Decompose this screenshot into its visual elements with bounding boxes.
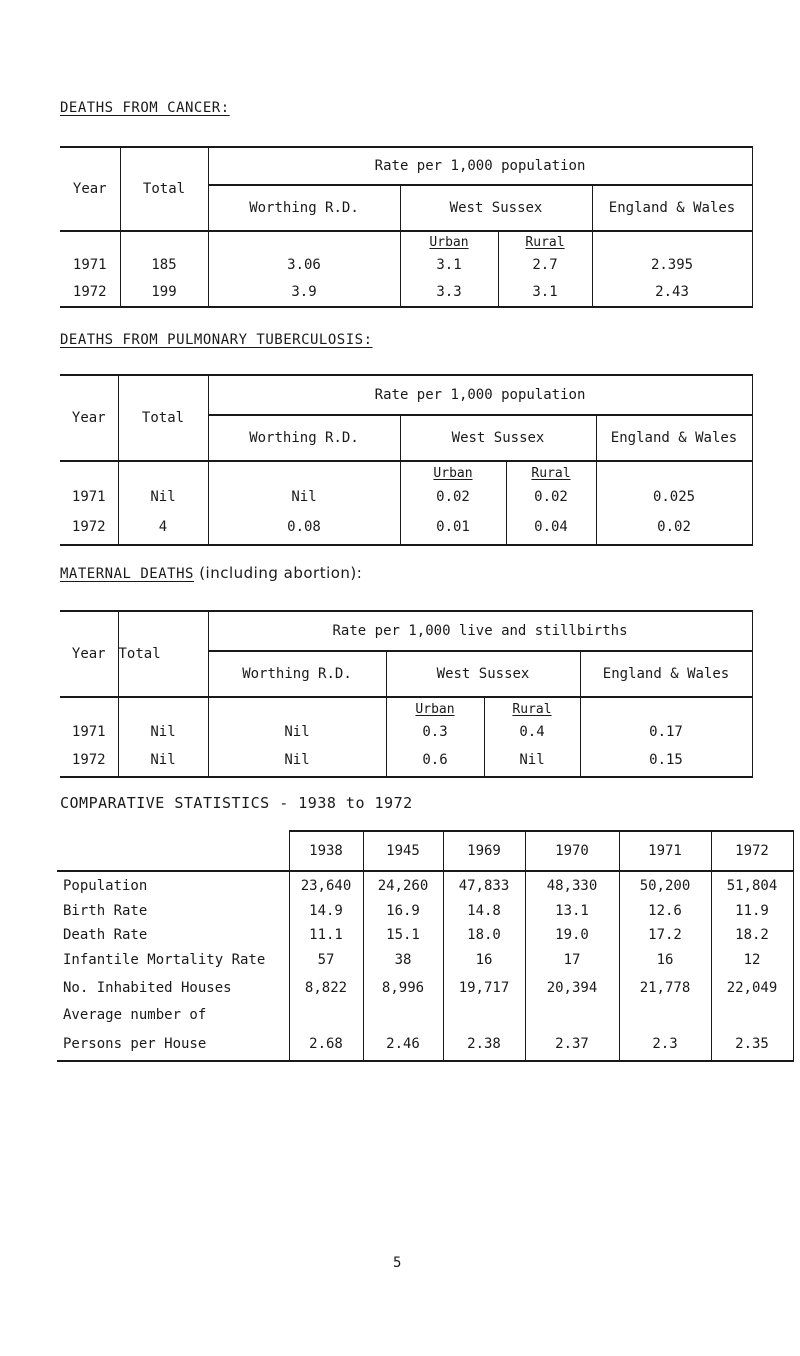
- urban-subheader: Urban: [386, 697, 484, 721]
- tuberculosis-heading: DEATHS FROM PULMONARY TUBERCULOSIS:: [60, 332, 373, 348]
- table-row: No. Inhabited Houses 8,822 8,996 19,717 20,394 21,778 22,049: [57, 973, 793, 1003]
- worthing-header: Worthing R.D.: [208, 415, 400, 461]
- table-row: 1972 4 0.08 0.01 0.04 0.02: [60, 509, 752, 545]
- year-header: 1972: [711, 831, 793, 871]
- comparative-heading: COMPARATIVE STATISTICS - 1938 to 1972: [60, 794, 413, 812]
- page-number: 5: [393, 1255, 402, 1271]
- year-header: 1970: [525, 831, 619, 871]
- urban-subheader: Urban: [400, 231, 498, 253]
- year-header: 1945: [363, 831, 443, 871]
- maternal-table: [60, 610, 753, 778]
- maternal-heading: [60, 564, 362, 582]
- comparative-table: [57, 830, 794, 1062]
- worthing-header: Worthing R.D.: [208, 651, 386, 697]
- table-row: 1972 199 3.9 3.3 3.1 2.43: [60, 277, 752, 307]
- rural-subheader: Rural: [498, 231, 592, 253]
- urban-subheader: Urban: [400, 461, 506, 485]
- table-row: Birth Rate 14.9 16.9 14.8 13.1 12.6 11.9: [57, 899, 793, 923]
- year-header: 1971: [619, 831, 711, 871]
- cancer-heading: DEATHS FROM CANCER:: [60, 100, 230, 116]
- rural-subheader: Rural: [484, 697, 580, 721]
- england-wales-header: England & Wales: [580, 651, 752, 697]
- england-wales-header: England & Wales: [596, 415, 752, 461]
- maternal-heading-title: MATERNAL DEATHS: [60, 566, 194, 582]
- rate-header: Rate per 1,000 population: [208, 147, 752, 185]
- table-row: Persons per House 2.68 2.46 2.38 2.37 2.3 2.35: [57, 1027, 793, 1061]
- table-row: 1971 Nil Nil 0.02 0.02 0.025: [60, 485, 752, 509]
- rate-header: Rate per 1,000 population: [208, 375, 752, 415]
- total-header: Total: [120, 147, 208, 231]
- table-row: 1971 Nil Nil 0.3 0.4 0.17: [60, 721, 752, 743]
- year-header: Year: [60, 611, 118, 697]
- west-sussex-header: West Sussex: [386, 651, 580, 697]
- total-header: Total: [118, 375, 208, 461]
- worthing-header: Worthing R.D.: [208, 185, 400, 231]
- england-wales-header: England & Wales: [592, 185, 752, 231]
- table-row: Population 23,640 24,260 47,833 48,330 50,200 51,804: [57, 871, 793, 899]
- table-row: Infantile Mortality Rate 57 38 16 17 16 12: [57, 947, 793, 973]
- table-row: 1971 185 3.06 3.1 2.7 2.395: [60, 253, 752, 277]
- year-header: Year: [60, 375, 118, 461]
- table-row: Death Rate 11.1 15.1 18.0 19.0 17.2 18.2: [57, 923, 793, 947]
- table-row: 1972 Nil Nil 0.6 Nil 0.15: [60, 743, 752, 777]
- rate-header: Rate per 1,000 live and stillbirths: [208, 611, 752, 651]
- year-header: 1938: [289, 831, 363, 871]
- table-row: Average number of: [57, 1003, 793, 1027]
- west-sussex-header: West Sussex: [400, 185, 592, 231]
- year-header: 1969: [443, 831, 525, 871]
- year-header: Year: [60, 147, 120, 231]
- west-sussex-header: West Sussex: [400, 415, 596, 461]
- cancer-table: [60, 146, 753, 308]
- total-header: Total: [118, 611, 208, 697]
- tuberculosis-table: [60, 374, 753, 546]
- maternal-heading-suffix: (including abortion):: [193, 564, 363, 582]
- rural-subheader: Rural: [506, 461, 596, 485]
